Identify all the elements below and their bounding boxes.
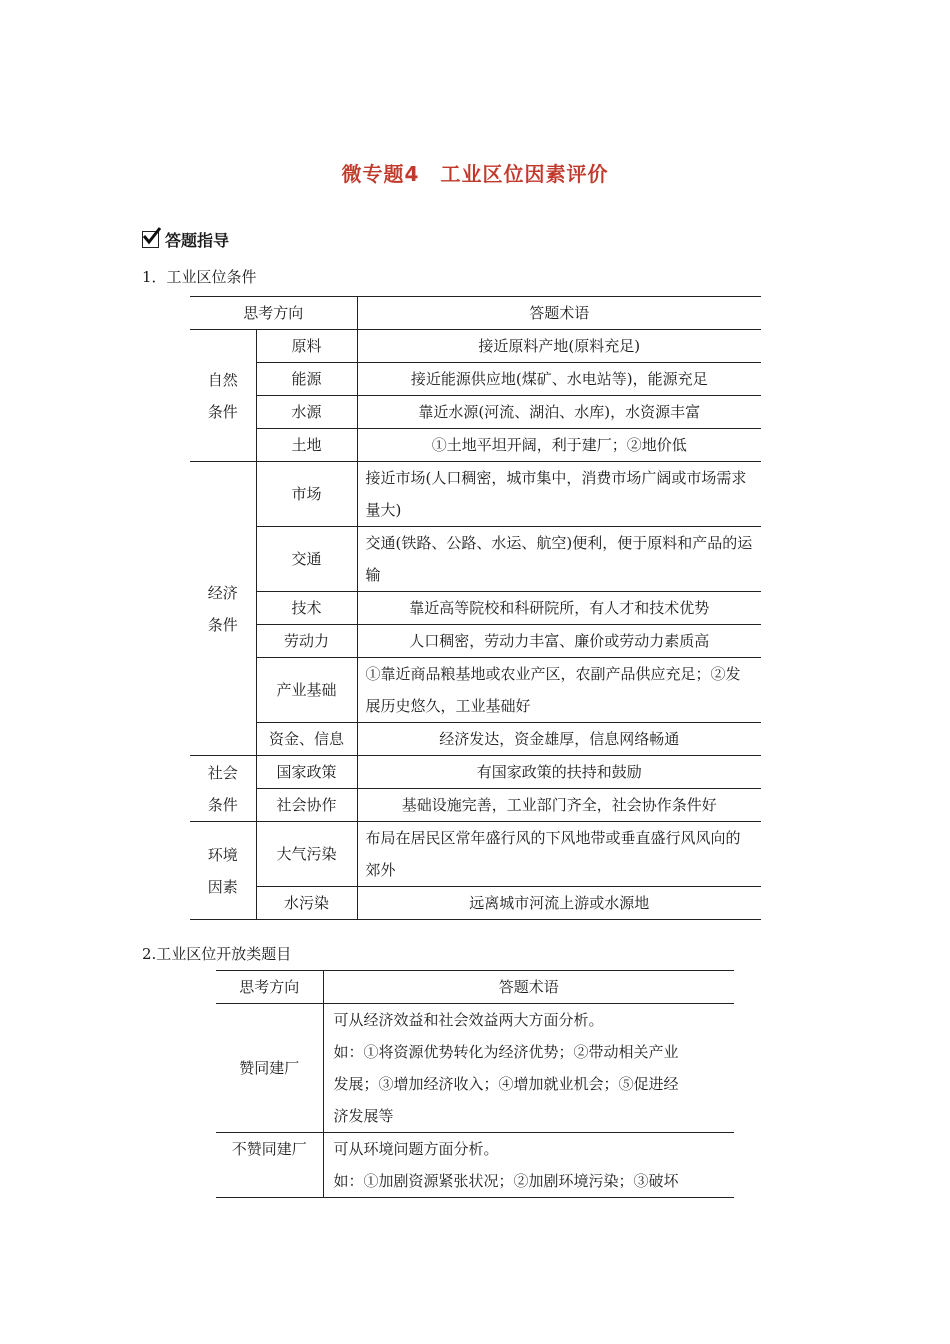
table-row bbox=[190, 658, 761, 723]
table-row bbox=[190, 363, 761, 396]
factor-cell: 资金、信息 bbox=[256, 723, 357, 756]
location-conditions-table bbox=[190, 296, 761, 920]
answer-cell bbox=[323, 1004, 734, 1133]
table-row bbox=[190, 723, 761, 756]
table-row bbox=[190, 625, 761, 658]
direction-cell: 赞同建厂 bbox=[216, 1004, 323, 1133]
header-answer: 答题术语 bbox=[357, 297, 761, 330]
table-row bbox=[190, 887, 761, 920]
factor-cell: 社会协作 bbox=[256, 789, 357, 822]
answer-cell: 有国家政策的扶持和鼓励 bbox=[357, 756, 761, 789]
open-question-table bbox=[216, 970, 734, 1198]
answer-cell: 接近原料产地(原料充足) bbox=[357, 330, 761, 363]
answer-line: 可从环境问题方面分析。 bbox=[333, 1140, 499, 1158]
group-label: 自然 条件 bbox=[190, 330, 256, 462]
group-label: 经济 条件 bbox=[190, 462, 256, 756]
table-row bbox=[216, 1133, 734, 1198]
header-direction: 思考方向 bbox=[190, 297, 357, 330]
answer-cell bbox=[323, 1133, 734, 1198]
answer-cell: 布局在居民区常年盛行风的下风地带或垂直盛行风风向的郊外 bbox=[357, 822, 761, 887]
table-row bbox=[190, 396, 761, 429]
factor-cell: 能源 bbox=[256, 363, 357, 396]
group-label: 社会 条件 bbox=[190, 756, 256, 822]
answer-line: 如：①加剧资源紧张状况；②加剧环境污染；③破坏 bbox=[333, 1172, 679, 1190]
table-header-row bbox=[190, 297, 761, 330]
answer-line: 可从经济效益和社会效益两大方面分析。 bbox=[333, 1011, 604, 1029]
table-header-row bbox=[216, 971, 734, 1004]
answer-line: 如：①将资源优势转化为经济优势；②带动相关产业 bbox=[333, 1043, 679, 1061]
table-row bbox=[190, 527, 761, 592]
factor-cell: 水源 bbox=[256, 396, 357, 429]
table-row bbox=[190, 756, 761, 789]
factor-cell: 大气污染 bbox=[256, 822, 357, 887]
answer-line: 发展；③增加经济收入；④增加就业机会；⑤促进经 bbox=[333, 1075, 679, 1093]
header-direction: 思考方向 bbox=[216, 971, 323, 1004]
answer-cell: 靠近高等院校和科研院所，有人才和技术优势 bbox=[357, 592, 761, 625]
answer-cell: 远离城市河流上游或水源地 bbox=[357, 887, 761, 920]
group-label: 环境 因素 bbox=[190, 822, 256, 920]
table-row bbox=[190, 330, 761, 363]
table-row bbox=[190, 429, 761, 462]
factor-cell: 水污染 bbox=[256, 887, 357, 920]
answer-cell: 接近市场(人口稠密，城市集中，消费市场广阔或市场需求量大) bbox=[357, 462, 761, 527]
factor-cell: 土地 bbox=[256, 429, 357, 462]
section2-title: 2.工业区位开放类题目 bbox=[142, 945, 292, 963]
answer-line: 济发展等 bbox=[333, 1107, 394, 1125]
answer-cell: 交通(铁路、公路、水运、航空)便利，便于原料和产品的运输 bbox=[357, 527, 761, 592]
page-title: 微专题4 工业区位因素评价 bbox=[341, 162, 609, 186]
section1-title: 1．工业区位条件 bbox=[142, 268, 257, 286]
checkmark-icon bbox=[142, 231, 159, 248]
factor-cell: 劳动力 bbox=[256, 625, 357, 658]
direction-cell: 不赞同建厂 bbox=[216, 1133, 323, 1198]
factor-cell: 交通 bbox=[256, 527, 357, 592]
answer-cell: ①土地平坦开阔，利于建厂；②地价低 bbox=[357, 429, 761, 462]
answer-cell: 基础设施完善，工业部门齐全，社会协作条件好 bbox=[357, 789, 761, 822]
factor-cell: 技术 bbox=[256, 592, 357, 625]
header-answer: 答题术语 bbox=[323, 971, 734, 1004]
answer-cell: 靠近水源(河流、湖泊、水库)，水资源丰富 bbox=[357, 396, 761, 429]
answer-cell: 经济发达，资金雄厚，信息网络畅通 bbox=[357, 723, 761, 756]
factor-cell: 国家政策 bbox=[256, 756, 357, 789]
factor-cell: 原料 bbox=[256, 330, 357, 363]
answer-cell: 人口稠密，劳动力丰富、廉价或劳动力素质高 bbox=[357, 625, 761, 658]
factor-cell: 产业基础 bbox=[256, 658, 357, 723]
table-row bbox=[190, 789, 761, 822]
guide-label: 答题指导 bbox=[165, 231, 230, 250]
answer-cell: ①靠近商品粮基地或农业产区，农副产品供应充足；②发展历史悠久，工业基础好 bbox=[357, 658, 761, 723]
table-row bbox=[216, 1004, 734, 1133]
factor-cell: 市场 bbox=[256, 462, 357, 527]
guide-heading bbox=[142, 228, 229, 251]
table-row bbox=[190, 822, 761, 887]
table-row bbox=[190, 592, 761, 625]
table-row bbox=[190, 462, 761, 527]
answer-cell: 接近能源供应地(煤矿、水电站等)，能源充足 bbox=[357, 363, 761, 396]
